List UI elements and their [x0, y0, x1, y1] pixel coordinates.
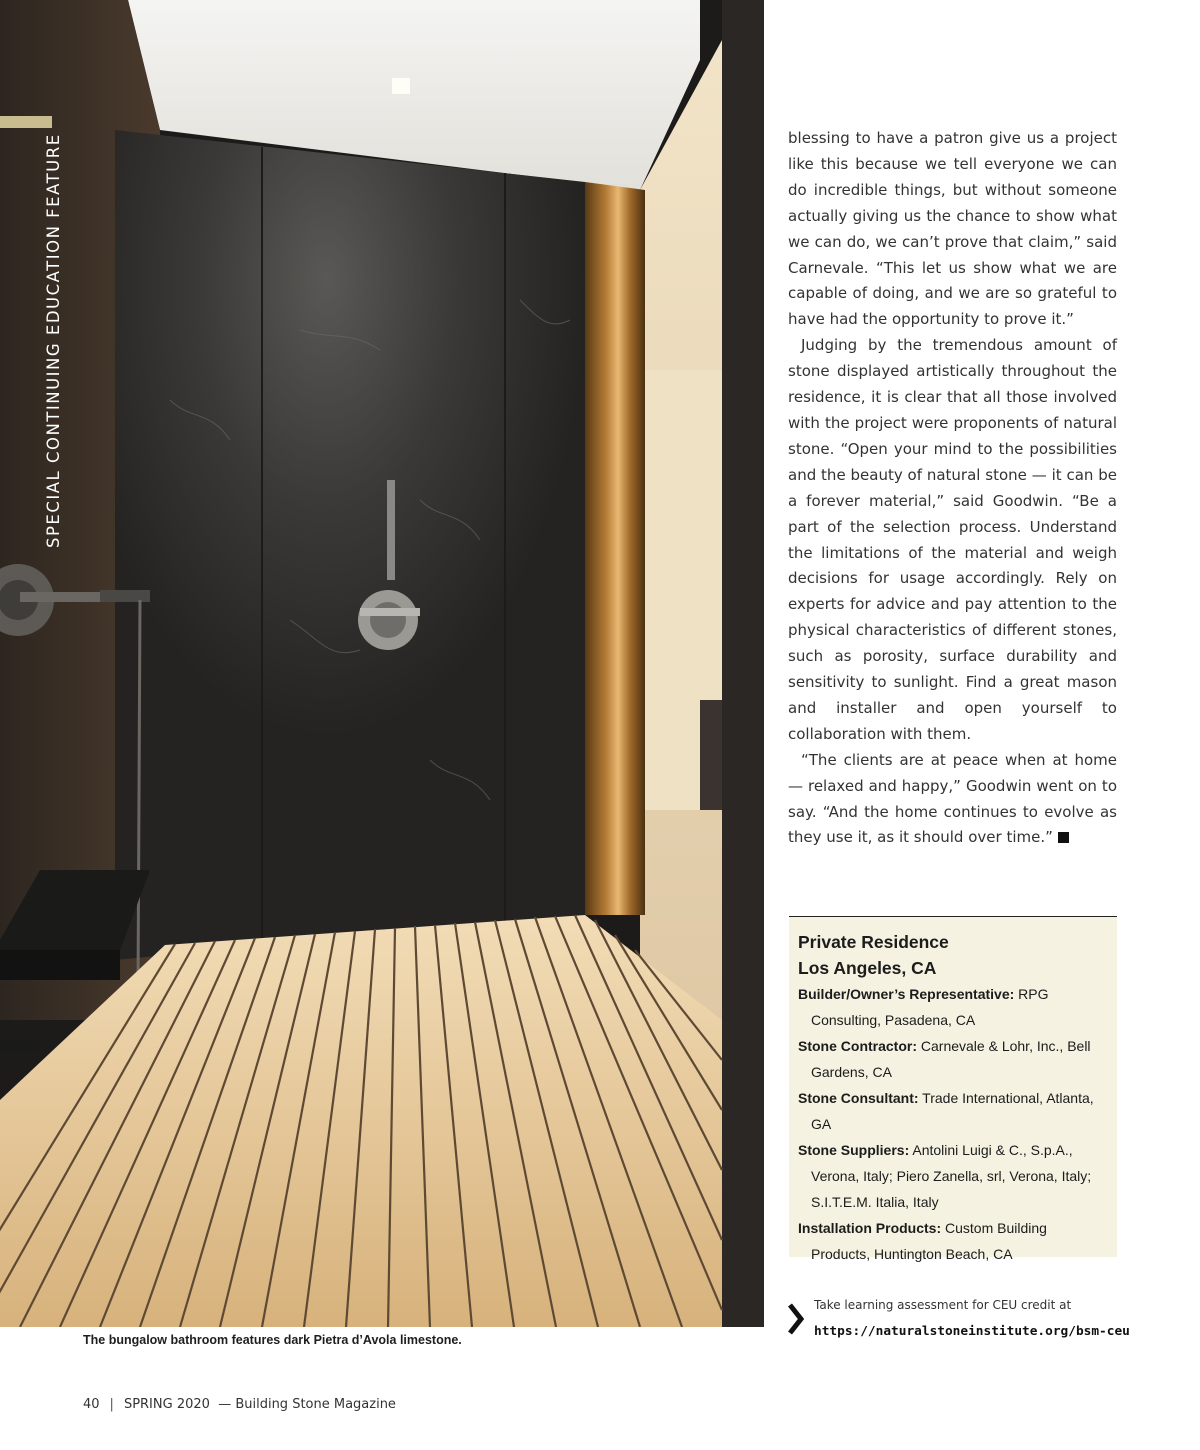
credit-label: Stone Contractor:: [798, 1038, 917, 1054]
issue-label: SPRING 2020: [123, 1397, 210, 1412]
credit-label: Builder/Owner’s Representative:: [798, 986, 1015, 1002]
credit-entry: [798, 1033, 1108, 1085]
credit-value: RPG Consulting, Pasadena, CA: [811, 986, 1049, 1028]
project-credits-box: [789, 916, 1117, 1262]
credit-value: Antolini Luigi & C., S.p.A., Verona, Italy; Piero Zanella, srl, Verona, Italy; S.I.T.E.M. Italia, Italy: [811, 1142, 1092, 1210]
credit-entry: [798, 1137, 1108, 1215]
end-of-article-icon: [1058, 832, 1069, 843]
page-footer: [83, 1397, 396, 1412]
credits-title: Private Residence: [798, 932, 949, 952]
article-paragraph-final: [788, 748, 1117, 852]
publication-name: — Building Stone Magazine: [218, 1397, 396, 1412]
page-number: 40: [83, 1397, 100, 1412]
article-paragraph: blessing to have a patron give us a project like this because we tell everyone we can do incredible things, but without someone actually giving us the chance to show what we can do, we can’t prove that claim,” said Carnevale. “This let us show what we are capable of doing, and we are so grateful to have had the opportunity to prove it.”: [788, 129, 1117, 329]
ceu-prompt: Take learning assessment for CEU credit at: [814, 1298, 1072, 1312]
credit-entry: [798, 1085, 1108, 1137]
chevron-right-icon: [788, 1302, 804, 1336]
credits-location: Los Angeles, CA: [798, 958, 937, 978]
section-label: SPECIAL CONTINUING EDUCATION FEATURE: [44, 133, 63, 548]
credit-label: Stone Suppliers:: [798, 1142, 910, 1158]
article-body: [788, 126, 1117, 851]
credit-label: Installation Products:: [798, 1220, 942, 1236]
credit-entry: [798, 1215, 1108, 1267]
ceu-link[interactable]: https://naturalstoneinstitute.org/bsm-ceu: [814, 1324, 1130, 1339]
article-paragraph-text: “The clients are at peace when at home — relaxed and happy,” Goodwin went on to say. “And the home continues to evolve as they use it, as it should over time.”: [788, 750, 1117, 847]
photo-caption: The bungalow bathroom features dark Pietra d’Avola limestone.: [83, 1333, 462, 1347]
credit-value: Carnevale & Lohr, Inc., Bell Gardens, CA: [811, 1038, 1091, 1080]
credit-entry: [798, 981, 1108, 1033]
article-paragraph: Judging by the tremendous amount of stone displayed artistically throughout the residence, it is clear that all those involved with the project were proponents of natural stone. “Open your mind to the possibilities and the beauty of natural stone — it can be a forever material,” said Goodwin. “Be a part of the selection process. Understand the limitations of the material and weigh decisions for usage accordingly. Rely on experts for advice and pay attention to the physical characteristics of different stones, such as porosity, surface durability and sensitivity to sunlight. Find a great mason and installer and open yourself to collaboration with them.: [788, 336, 1117, 743]
section-tab-marker: [0, 116, 52, 128]
credit-value: Custom Building Products, Huntington Beach, CA: [811, 1220, 1047, 1262]
credit-value: Trade International, Atlanta, GA: [811, 1090, 1094, 1132]
footer-separator: |: [109, 1397, 114, 1412]
credit-label: Stone Consultant:: [798, 1090, 919, 1106]
